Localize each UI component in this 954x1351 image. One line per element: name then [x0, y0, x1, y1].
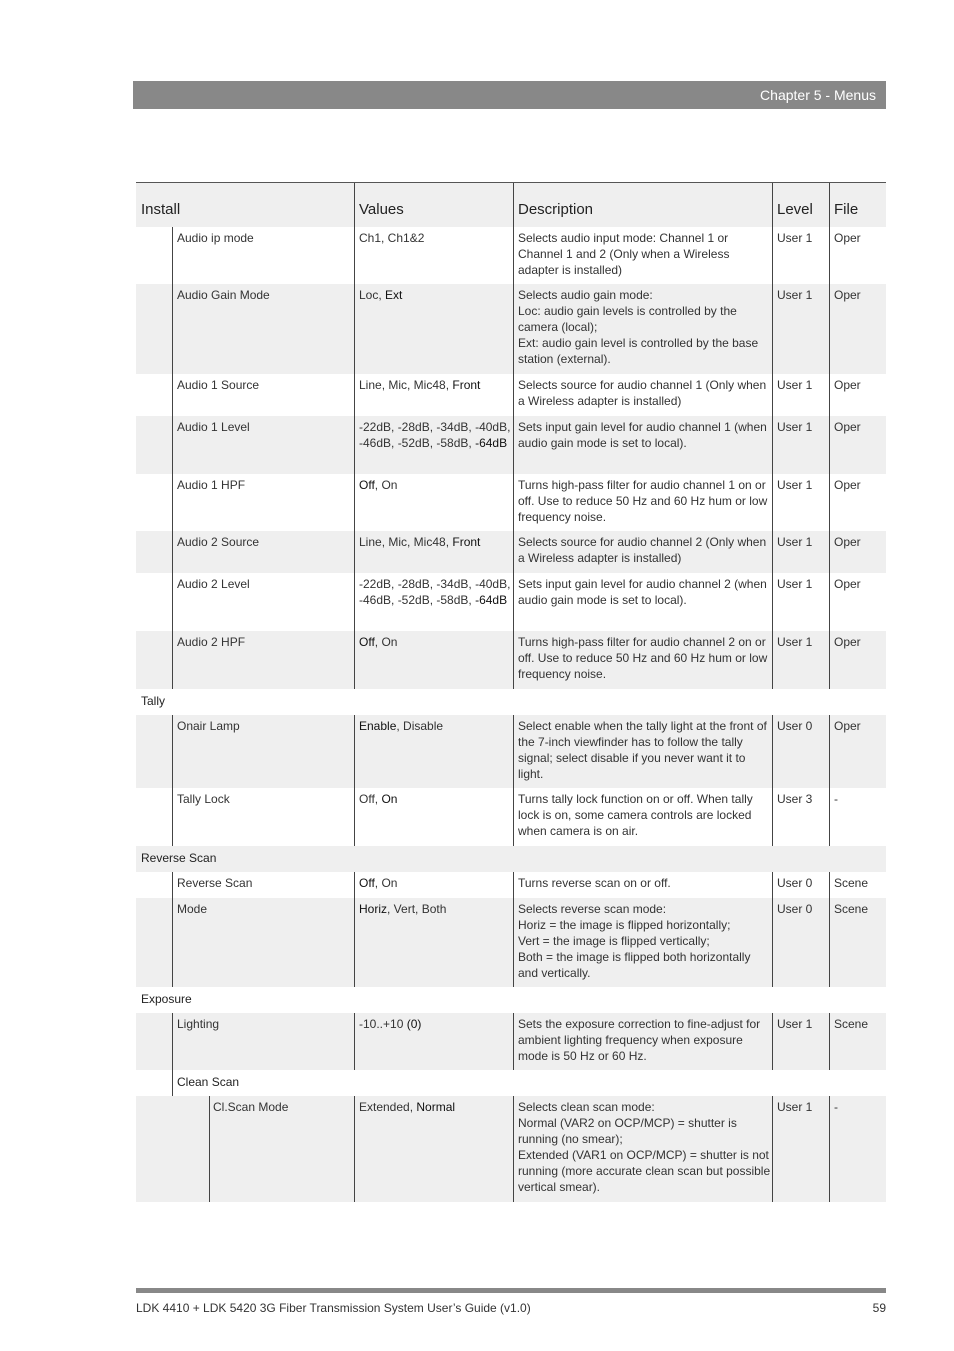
item-name: Reverse Scan [177, 876, 253, 890]
item-name: Cl.Scan Mode [213, 1100, 289, 1114]
values-cell: Off, On [359, 478, 398, 492]
level-cell: User 0 [777, 719, 813, 733]
section-title: Reverse Scan [141, 851, 217, 865]
column-rule [772, 416, 773, 474]
header-install: Install [141, 201, 181, 218]
column-rule [829, 573, 830, 631]
file-cell: Scene [834, 1017, 869, 1031]
column-rule [772, 788, 773, 846]
column-rule [829, 715, 830, 788]
default-value: -64dB [475, 436, 508, 450]
section-row [136, 689, 886, 715]
item-name: Audio 1 Level [177, 420, 250, 434]
section-title: Tally [141, 694, 166, 708]
table-row [136, 631, 886, 689]
section-row [136, 987, 886, 1013]
level-cell: User 1 [777, 635, 813, 649]
level-cell: User 0 [777, 876, 813, 890]
description-cell: Sets the exposure correction to fine-adjust for ambient lighting frequency when exposure mode is 50 Hz or 60 Hz. [518, 1017, 761, 1063]
level-cell: User 1 [777, 420, 813, 434]
item-name: Onair Lamp [177, 719, 240, 733]
column-rule [829, 284, 830, 374]
description-cell: Turns tally lock function on or off. When tally lock is on, some camera controls are locked when camera is on air. [518, 792, 753, 838]
level-cell: User 1 [777, 535, 813, 549]
values-cell: -22dB, -28dB, -34dB, -40dB, -46dB, -52dB, -58dB, -64dB [359, 420, 511, 450]
item-name: Audio ip mode [177, 231, 254, 245]
column-rule [172, 474, 173, 531]
column-rule [772, 573, 773, 631]
table-row [136, 374, 886, 416]
values-cell: Off, On [359, 792, 398, 806]
column-rule [513, 872, 514, 898]
values-cell: Horiz, Vert, Both [359, 902, 447, 916]
column-rule [513, 573, 514, 631]
table-row [136, 284, 886, 374]
file-cell: Oper [834, 420, 861, 434]
level-cell: User 1 [777, 378, 813, 392]
column-rule [513, 715, 514, 788]
column-rule [513, 416, 514, 474]
table-row [136, 474, 886, 531]
column-rule [354, 573, 355, 631]
description-cell: Selects clean scan mode: Normal (VAR2 on OCP/MCP) = shutter is running (no smear); Extended (VAR1 on OCP/MCP) = shutter is not running (more accurate clean scan but possible vertical smear). [518, 1100, 771, 1194]
column-rule [772, 531, 773, 573]
column-rule [354, 227, 355, 284]
table-row [136, 715, 886, 788]
table-row [136, 531, 886, 573]
header-level: Level [777, 201, 813, 218]
footer-title: LDK 4410 + LDK 5420 3G Fiber Transmission System User’s Guide (v1.0) [136, 1301, 531, 1315]
item-name: Audio 2 Source [177, 535, 260, 549]
table-row [136, 788, 886, 846]
description-cell: Selects audio gain mode: Loc: audio gain levels is controlled by the camera (local); Ext: audio gain level is controlled by the base station (external). [518, 288, 759, 366]
column-rule [354, 531, 355, 573]
column-rule [772, 1096, 773, 1202]
values-cell: -22dB, -28dB, -34dB, -40dB, -46dB, -52dB, -58dB, -64dB [359, 577, 511, 607]
file-cell: Oper [834, 635, 861, 649]
default-value: Off [359, 876, 375, 890]
default-value: On [381, 792, 398, 806]
table-row [136, 872, 886, 898]
column-rule [829, 531, 830, 573]
column-rule [772, 374, 773, 416]
level-cell: User 0 [777, 902, 813, 916]
table-row [136, 573, 886, 631]
column-rule [513, 284, 514, 374]
column-rule [209, 1096, 210, 1202]
column-rule [772, 227, 773, 284]
section-title: Exposure [141, 992, 192, 1006]
column-rule [354, 872, 355, 898]
header-file: File [834, 201, 859, 218]
table-row [136, 227, 886, 284]
column-rule [172, 573, 173, 631]
column-rule [513, 788, 514, 846]
column-rule [172, 284, 173, 374]
column-rule [172, 531, 173, 573]
file-cell: Oper [834, 288, 861, 302]
column-rule [829, 1096, 830, 1202]
column-rule [172, 227, 173, 284]
level-cell: User 1 [777, 1100, 813, 1114]
item-name: Audio 2 HPF [177, 635, 246, 649]
values-cell: Extended, Normal [359, 1100, 456, 1114]
section-row [136, 846, 886, 872]
default-value: Horiz [359, 902, 388, 916]
column-rule [513, 1013, 514, 1070]
column-rule [513, 531, 514, 573]
column-rule [829, 898, 830, 987]
column-rule [354, 1013, 355, 1070]
values-cell: -10..+10 (0) [359, 1017, 422, 1031]
column-rule [354, 374, 355, 416]
item-name: Audio Gain Mode [177, 288, 270, 302]
default-value: Off [359, 635, 375, 649]
column-rule [172, 872, 173, 898]
column-rule [172, 374, 173, 416]
table-row [136, 1096, 886, 1202]
column-rule [354, 715, 355, 788]
table-row [136, 1013, 886, 1070]
column-rule [829, 227, 830, 284]
default-value: Ext [385, 288, 403, 302]
column-rule [513, 1096, 514, 1202]
table-row [136, 416, 886, 474]
item-name: Audio 2 Level [177, 577, 250, 591]
values-cell: Off, On [359, 635, 398, 649]
item-name: Tally Lock [177, 792, 230, 806]
values-cell: Enable, Disable [359, 719, 444, 733]
column-rule [354, 788, 355, 846]
column-rule [172, 898, 173, 987]
description-cell: Selects source for audio channel 2 (Only when a Wireless adapter is installed) [518, 535, 767, 565]
column-rule [513, 474, 514, 531]
column-rule [829, 788, 830, 846]
section-row [136, 1070, 886, 1096]
column-rule [772, 715, 773, 788]
description-cell: Turns high-pass filter for audio channel 2 on or off. Use to reduce 50 Hz and 60 Hz hum or low frequency noise. [518, 635, 768, 681]
header-values: Values [359, 201, 404, 218]
values-cell: Ch1, Ch1&2 [359, 231, 425, 245]
column-rule [354, 284, 355, 374]
column-rule [354, 474, 355, 531]
column-rule [772, 631, 773, 689]
level-cell: User 1 [777, 1017, 813, 1031]
column-rule [354, 416, 355, 474]
column-rule [829, 631, 830, 689]
level-cell: User 1 [777, 577, 813, 591]
column-rule [513, 374, 514, 416]
column-rule [829, 416, 830, 474]
column-rule [354, 1096, 355, 1202]
file-cell: Oper [834, 577, 861, 591]
column-rule [172, 788, 173, 846]
column-rule [172, 631, 173, 689]
level-cell: User 1 [777, 478, 813, 492]
column-rule [772, 1013, 773, 1070]
column-rule [513, 898, 514, 987]
description-cell: Sets input gain level for audio channel 1 (when audio gain mode is set to local). [518, 420, 767, 450]
column-rule [172, 1013, 173, 1070]
file-cell: Scene [834, 876, 869, 890]
default-value: Front [452, 535, 481, 549]
column-rule [772, 898, 773, 987]
column-rule [829, 374, 830, 416]
default-value: Normal [416, 1100, 456, 1114]
item-name: Audio 1 HPF [177, 478, 246, 492]
column-rule [354, 631, 355, 689]
column-rule [772, 474, 773, 531]
column-rule [172, 416, 173, 474]
level-cell: User 1 [777, 231, 813, 245]
description-cell: Select enable when the tally light at the front of the 7-inch viewfinder has to follow the tally signal; select disable if you never want it to light. [518, 719, 767, 781]
default-value: -64dB [475, 593, 508, 607]
header-description: Description [518, 201, 594, 218]
footer-rule [136, 1288, 886, 1293]
section-title: Clean Scan [177, 1075, 240, 1089]
table-row [136, 898, 886, 987]
page-number: 59 [872, 1301, 886, 1315]
default-value: Front [452, 378, 481, 392]
file-cell: Oper [834, 231, 861, 245]
item-name: Lighting [177, 1017, 220, 1031]
level-cell: User 3 [777, 792, 813, 806]
column-rule [513, 631, 514, 689]
file-cell: - [834, 792, 838, 806]
item-name: Mode [177, 902, 208, 916]
file-cell: Oper [834, 378, 861, 392]
column-rule [172, 1070, 173, 1096]
description-cell: Sets input gain level for audio channel 2 (when audio gain mode is set to local). [518, 577, 767, 607]
file-cell: Oper [834, 719, 861, 733]
column-rule [829, 474, 830, 531]
file-cell: - [834, 1100, 838, 1114]
column-rule [772, 872, 773, 898]
table-header-row [136, 183, 886, 227]
values-cell: Off, On [359, 876, 398, 890]
default-value: Enable [359, 719, 397, 733]
column-rule [513, 227, 514, 284]
default-value: (0) [406, 1017, 422, 1031]
values-cell: Line, Mic, Mic48, Front [359, 378, 481, 392]
file-cell: Oper [834, 535, 861, 549]
column-rule [829, 872, 830, 898]
values-cell: Loc, Ext [359, 288, 403, 302]
file-cell: Scene [834, 902, 869, 916]
values-cell: Line, Mic, Mic48, Front [359, 535, 481, 549]
column-rule [172, 715, 173, 788]
level-cell: User 1 [777, 288, 813, 302]
chapter-header: Chapter 5 - Menus [133, 81, 886, 109]
description-cell: Selects source for audio channel 1 (Only when a Wireless adapter is installed) [518, 378, 767, 408]
description-cell: Turns reverse scan on or off. [518, 876, 671, 890]
description-cell: Turns high-pass filter for audio channel 1 on or off. Use to reduce 50 Hz and 60 Hz hum or low frequency noise. [518, 478, 768, 524]
column-rule [829, 1013, 830, 1070]
file-cell: Oper [834, 478, 861, 492]
item-name: Audio 1 Source [177, 378, 260, 392]
default-value: Off [359, 478, 375, 492]
description-cell: Selects audio input mode: Channel 1 or Channel 1 and 2 (Only when a Wireless adapter is installed) [518, 231, 730, 277]
column-rule [772, 284, 773, 374]
column-rule [354, 898, 355, 987]
description-cell: Selects reverse scan mode: Horiz = the image is flipped horizontally; Vert = the image is flipped vertically; Both = the image is flipped both horizontally and vertically. [518, 902, 751, 980]
